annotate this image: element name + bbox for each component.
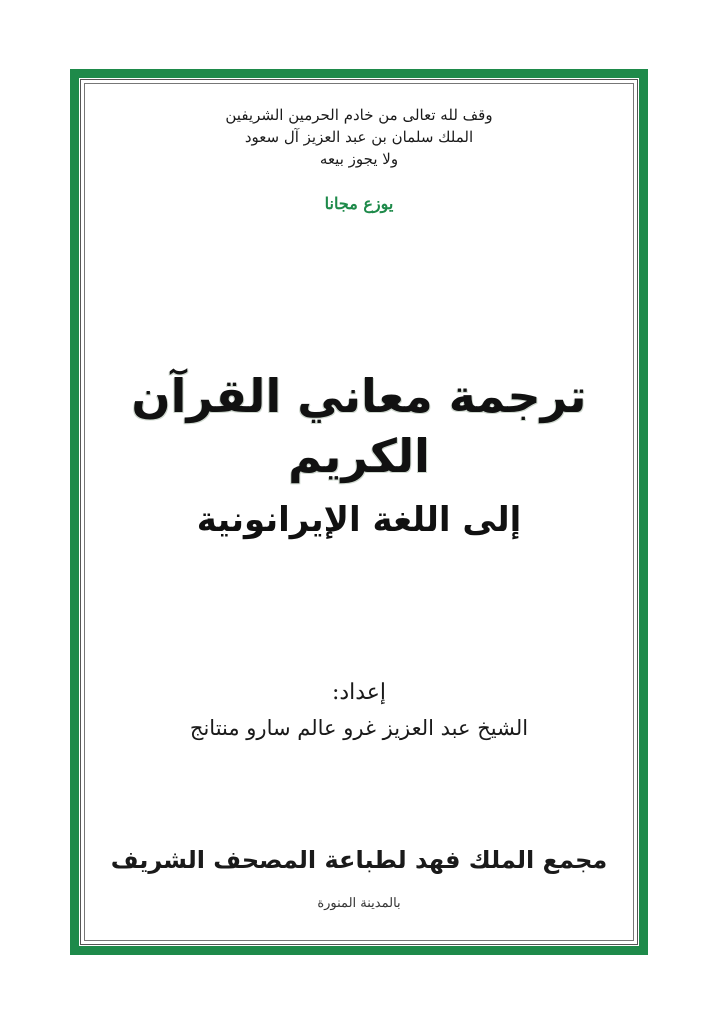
publisher-location: بالمدينة المنورة bbox=[317, 896, 401, 911]
endowment-line-1: وقف لله تعالى من خادم الحرمين الشريفين bbox=[225, 106, 493, 124]
free-distribution-note: يوزع مجانا bbox=[324, 194, 394, 213]
endowment-notice bbox=[90, 104, 628, 170]
prepared-by-label: إعداد: bbox=[331, 680, 387, 705]
book-subtitle: إلى اللغة الإيرانونية bbox=[196, 500, 522, 540]
author-name: الشيخ عبد العزيز غرو عالم سارو منتانج bbox=[189, 716, 529, 740]
publisher-name: مجمع الملك فهد لطباعة المصحف الشريف bbox=[110, 846, 608, 874]
endowment-line-3: ولا يجوز بيعه bbox=[319, 150, 399, 168]
endowment-line-2: الملك سلمان بن عبد العزيز آل سعود bbox=[244, 128, 474, 146]
book-title: ترجمة معاني القرآن الكريم bbox=[131, 369, 587, 483]
